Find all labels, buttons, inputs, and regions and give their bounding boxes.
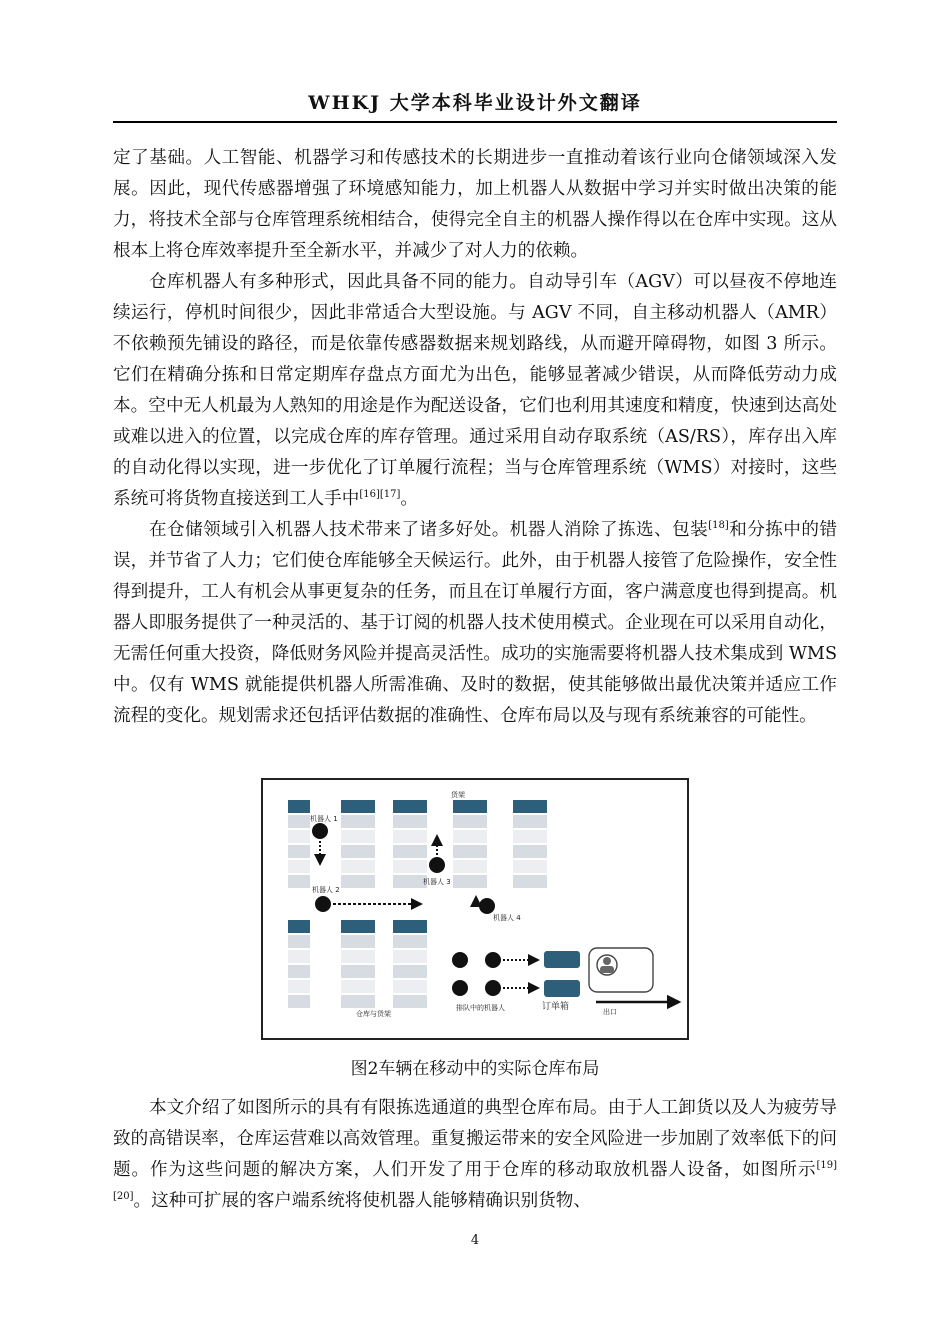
queued-robot-icon [485, 952, 501, 968]
shelf-rack-top [453, 800, 487, 813]
citation-18: [18] [708, 520, 729, 531]
shelf-rack-top [288, 920, 310, 933]
shelf-cell [513, 845, 547, 858]
shelf-cell [341, 830, 375, 843]
queued-robot-icon [485, 980, 501, 996]
order-box-label: 订单箱 [542, 1002, 570, 1012]
shelf-cell [453, 860, 487, 873]
warehouse-layout-diagram [263, 780, 687, 1038]
shelf-rack [288, 920, 310, 1008]
shelf-cell [393, 860, 427, 873]
shelf-rack-top [513, 800, 547, 813]
paragraph-2 [113, 267, 837, 515]
shelf-cell [513, 860, 547, 873]
page-number: 4 [470, 1233, 480, 1248]
paragraph-3 [113, 515, 837, 732]
warehouse-shelves-label: 仓库与货架 [356, 1010, 391, 1018]
paragraph-2-text: 仓库机器人有多种形式，因此具备不同的能力。自动导引车（AGV）可以昼夜不停地连续运行，停机时间很少，因此非常适合大型设施。与 AGV 不同，自主移动机器人（AMR）不依赖预先铺设的路径，而是依靠传感器数据来规划路线，从而避开障碍物，如图 3 所示。它们在精确分拣和日常定期库存盘点方面尤为出色，能够显著减少错误，从而降低劳动力成本。空中无人机最为人熟知的用途是作为配送设备，它们也利用其速度和精度，快速到达高处或难以进入的位置，以完成仓库的库存管理。通过采用自动存取系统（AS/RS），库存出入库的自动化得以实现，进一步优化了订单履行流程；当与仓库管理系统（WMS）对接时，这些系统可将货物直接送到工人手中 [113, 272, 837, 509]
shelf-cell [341, 980, 375, 993]
robot-2-icon [315, 896, 331, 912]
order-box-icon [544, 980, 580, 997]
exit-label: 出口 [603, 1008, 617, 1016]
shelf-cell [453, 815, 487, 828]
shelf-rack [288, 800, 310, 888]
citation-19-20: [19][20] [113, 1160, 837, 1202]
order-box-icon [544, 951, 580, 968]
shelf-rack [513, 800, 547, 888]
header-rule [113, 121, 837, 123]
paragraph-4 [113, 1093, 837, 1217]
shelf-cell [393, 875, 427, 888]
robot-3-icon [429, 857, 445, 873]
shelf-cell [341, 845, 375, 858]
shelf-cell [393, 950, 427, 963]
shelf-rack [341, 920, 375, 1008]
robot-3-label: 机器人 3 [423, 878, 451, 886]
robot-4-label: 机器人 4 [493, 914, 521, 922]
robot-1-label: 机器人 1 [310, 815, 338, 823]
shelf-cell [513, 815, 547, 828]
shelf-cell [453, 845, 487, 858]
page-header-title: WHKJ 大学本科毕业设计外文翻译 [308, 92, 642, 114]
shelf-cell [393, 965, 427, 978]
shelf-cell [288, 860, 310, 873]
paragraph-2-end: 。 [400, 489, 418, 509]
shelf-rack-top [393, 800, 427, 813]
shelf-rack [341, 800, 375, 888]
paragraph-3-text-b: 和分拣中的错误，并节省了人力；它们使仓库能够全天候运行。此外，由于机器人接管了危险操作，安全性得到提升，工人有机会从事更复杂的任务，而且在订单履行方面，客户满意度也得到提高。机器人即服务提供了一种灵活的、基于订阅的机器人技术使用模式。企业现在可以采用自动化，无需任何重大投资，降低财务风险并提高灵活性。成功的实施需要将机器人技术集成到 WMS 中。仅有 WMS 就能提供机器人所需准确、及时的数据，使其能够做出最优决策并适应工作流程的变化。规划需求还包括评估数据的准确性、仓库布局以及与现有系统兼容的可能性。 [113, 520, 837, 726]
shelf-rack-top [341, 920, 375, 933]
worker-body-icon [600, 966, 614, 973]
shelf-cell [341, 860, 375, 873]
warehouse-layout-figure [261, 778, 689, 1040]
worker-head-icon [603, 957, 611, 965]
shelf-rack-top [393, 920, 427, 933]
shelf-rack-top [288, 800, 310, 813]
shelf-cell [288, 845, 310, 858]
queued-robots-label: 排队中的机器人 [456, 1004, 505, 1012]
shelf-cell [341, 950, 375, 963]
shelves-label: 货架 [451, 791, 465, 799]
shelf-cell [341, 935, 375, 948]
shelf-cell [393, 935, 427, 948]
shelf-cell [288, 980, 310, 993]
paragraph-4-text-a: 本文介绍了如图所示的具有有限拣选通道的典型仓库布局。由于人工卸货以及人为疲劳导致的高错误率，仓库运营难以高效管理。重复搬运带来的安全风险进一步加剧了效率低下的问题。作为这些问题的解决方案，人们开发了用于仓库的移动取放机器人设备，如图所示 [113, 1098, 837, 1180]
shelf-cell [341, 995, 375, 1008]
paragraph-1 [113, 143, 837, 267]
shelf-cell [393, 845, 427, 858]
shelf-cell [288, 935, 310, 948]
shelf-cell [288, 965, 310, 978]
citation-16-17: [16][17] [359, 489, 401, 500]
figure-caption: 图2车辆在移动中的实际仓库布局 [350, 1059, 600, 1079]
shelf-cell [288, 875, 310, 888]
paragraph-3-text-a: 在仓储领域引入机器人技术带来了诸多好处。机器人消除了拣选、包装 [149, 520, 709, 540]
shelf-rack-top [341, 800, 375, 813]
paragraph-4-text-b: 。这种可扩展的客户端系统将使机器人能够精确识别货物、 [133, 1191, 591, 1211]
shelf-rack [393, 920, 427, 1008]
shelf-cell [513, 875, 547, 888]
shelf-cell [513, 830, 547, 843]
queued-robot-icon [452, 952, 468, 968]
queued-robot-icon [452, 980, 468, 996]
shelf-cell [288, 950, 310, 963]
shelf-cell [288, 995, 310, 1008]
shelf-rack [453, 800, 487, 888]
shelf-cell [453, 830, 487, 843]
shelf-cell [288, 815, 310, 828]
robot-4-icon [479, 898, 495, 914]
shelf-rack [393, 800, 427, 888]
shelf-cell [341, 815, 375, 828]
shelf-cell [453, 875, 487, 888]
robot-1-icon [312, 823, 328, 839]
paragraph-1-text: 定了基础。人工智能、机器学习和传感技术的长期进步一直推动着该行业向仓储领域深入发展。因此，现代传感器增强了环境感知能力，加上机器人从数据中学习并实时做出决策的能力，将技术全部与仓库管理系统相结合，使得完全自主的机器人操作得以在仓库中实现。这从根本上将仓库效率提升至全新水平，并减少了对人力的依赖。 [113, 148, 837, 261]
shelf-cell [393, 980, 427, 993]
shelf-cell [341, 965, 375, 978]
shelf-cell [393, 815, 427, 828]
shelf-cell [393, 995, 427, 1008]
shelf-cell [288, 830, 310, 843]
shelf-cell [393, 830, 427, 843]
shelf-cell [341, 875, 375, 888]
robot-2-label: 机器人 2 [312, 886, 340, 894]
